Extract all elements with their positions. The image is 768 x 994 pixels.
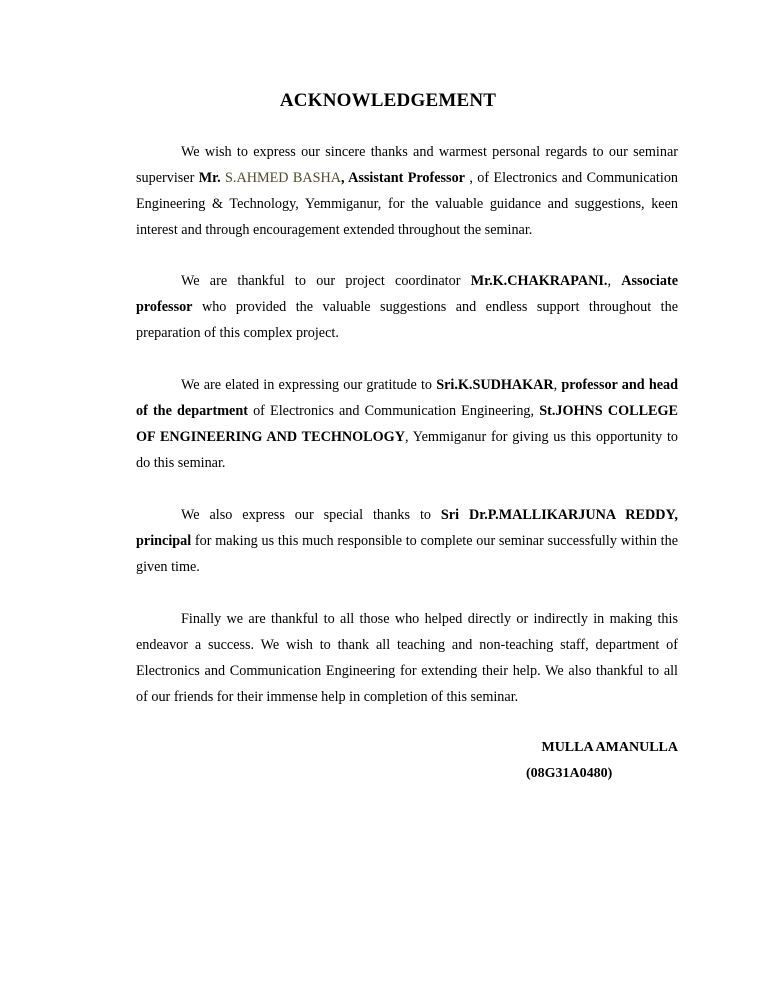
paragraph-text: , <box>340 170 349 186</box>
paragraph-text: , <box>553 377 562 393</box>
coordinator-name: Mr.K.CHAKRAPANI. <box>470 273 608 289</box>
hod-role: professor and head of the department <box>136 377 678 419</box>
paragraph-principal <box>136 502 678 580</box>
paragraph-text: who provided the valuable suggestions and endless support throughout the preparation of this complex project. <box>136 299 678 341</box>
paragraph-text: Finally we are thankful to all those who helped directly or indirectly in making this endeavor a success. We wish to thank all teaching and non-teaching staff, department of Electronics and Communication Engineering for extending their help. We also thankful to all of our friends for their immense help in completion of this seminar. <box>136 611 678 705</box>
paragraph-text: , <box>607 273 622 289</box>
name-title: Mr. <box>198 170 226 186</box>
signature-roll-number: (08G31A0480) <box>526 766 613 781</box>
principal-name: Sri Dr.P.MALLIKARJUNA REDDY, principal <box>136 507 678 549</box>
paragraph-coordinator <box>136 268 678 346</box>
hod-name: Sri.K.SUDHAKAR <box>436 377 554 393</box>
paragraph-text: of Electronics and Communication Engineering, <box>247 403 540 419</box>
college-name: St.JOHNS COLLEGE OF ENGINEERING AND TECHNOLOGY <box>136 403 678 445</box>
paragraph-text: We wish to express our sincere thanks and warmest personal regards to our seminar superviser <box>136 144 678 186</box>
paragraph-text: , Yemmiganur for giving us this opportunity to do this seminar. <box>136 429 678 471</box>
coordinator-role: Associate professor <box>136 273 678 315</box>
paragraph-closing <box>136 606 678 710</box>
page-title: ACKNOWLEDGEMENT <box>279 90 497 111</box>
paragraph-text: We are elated in expressing our gratitude to <box>181 377 437 393</box>
supervisor-name: S.AHMED BASHA <box>225 170 341 186</box>
paragraph-supervisor <box>136 139 678 243</box>
paragraph-text: , of Electronics and Communication Engineering & Technology, Yemmiganur, for the valuable guidance and suggestions, keen interest and through encouragement extended throughout the seminar. <box>136 170 679 238</box>
paragraph-text: We are thankful to our project coordinator <box>181 273 471 289</box>
paragraph-text: for making us this much responsible to complete our seminar successfully within the given time. <box>136 533 678 575</box>
paragraph-hod <box>136 372 678 476</box>
paragraph-text: We also express our special thanks to <box>181 507 441 523</box>
supervisor-role: Assistant Professor <box>348 170 465 186</box>
signature-name: MULLA AMANULLA <box>541 740 678 755</box>
